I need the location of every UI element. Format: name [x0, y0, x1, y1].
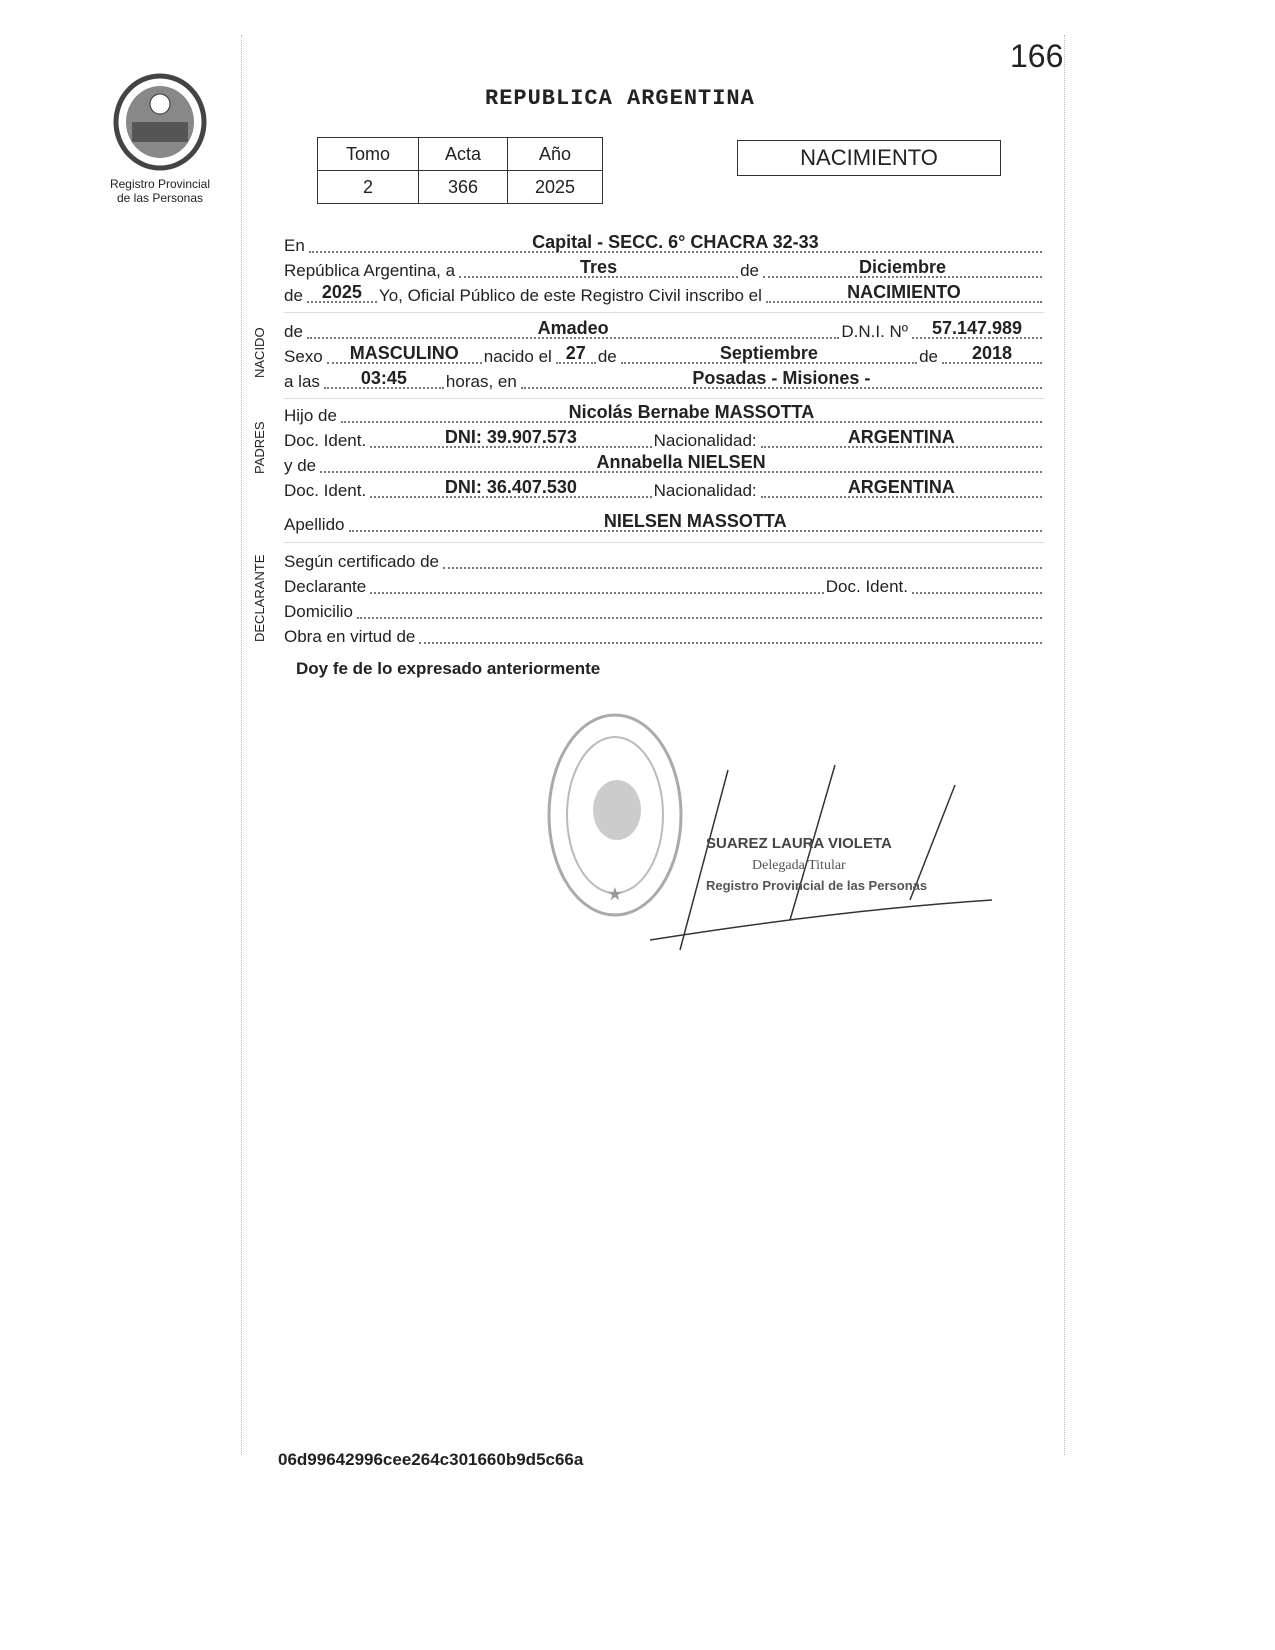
birth-time: 03:45	[360, 368, 407, 388]
birth-day: 27	[565, 343, 586, 363]
father-nationality: ARGENTINA	[847, 427, 955, 447]
mother-name: Annabella NIELSEN	[596, 452, 766, 472]
label: En	[284, 236, 305, 255]
label: Yo, Oficial Público de este Registro Civil inscribo el	[378, 286, 762, 305]
misiones-seal-logo	[110, 72, 210, 172]
child-name: Amadeo	[537, 318, 609, 338]
label: República Argentina, a	[284, 261, 456, 280]
place-registered: Capital - SECC. 6° CHACRA 32-33	[532, 232, 819, 252]
row-date	[284, 259, 1044, 281]
signatory-org: Registro Provincial de las Personas	[706, 878, 928, 893]
document-hash: 06d99642996cee264c301660b9d5c66a	[278, 1450, 584, 1469]
label: Nacionalidad:	[653, 431, 757, 450]
section-nacido: NACIDO	[252, 327, 267, 378]
record-type-box: NACIMIENTO	[737, 140, 1001, 176]
row-en	[284, 234, 1044, 256]
page-number: 166	[1010, 38, 1064, 74]
label: Apellido	[284, 515, 345, 534]
label: a las	[284, 372, 320, 391]
label: Obra en virtud de	[284, 627, 416, 646]
row-certificate	[284, 550, 1044, 572]
row-father	[284, 404, 1044, 426]
record-kind-value: NACIMIENTO	[847, 282, 961, 302]
value-acta: 366	[419, 171, 508, 204]
label: de	[284, 286, 303, 305]
page-title: REPUBLICA ARGENTINA	[485, 86, 755, 111]
row-name	[284, 320, 1044, 342]
label: de	[740, 261, 759, 280]
label: Nacionalidad:	[653, 481, 757, 500]
value-tomo: 2	[318, 171, 419, 204]
header-ano: Año	[508, 138, 603, 171]
birth-month: Septiembre	[719, 343, 818, 363]
closing-statement: Doy fe de lo expresado anteriormente	[296, 659, 601, 678]
row-by-virtue	[284, 625, 1044, 647]
section-declarante: DECLARANTE	[252, 554, 267, 642]
label: horas, en	[445, 372, 517, 391]
label: Doc. Ident.	[825, 577, 908, 596]
father-doc: DNI: 39.907.573	[444, 427, 577, 447]
header-tomo: Tomo	[318, 138, 419, 171]
row-address	[284, 600, 1044, 622]
signatory-role: Delegada Titular	[752, 858, 846, 873]
header-acta: Acta	[419, 138, 508, 171]
label: y de	[284, 456, 317, 475]
label: de	[597, 347, 617, 366]
row-mother-doc	[284, 479, 1044, 501]
birth-place: Posadas - Misiones -	[692, 368, 871, 388]
label: D.N.I. Nº	[841, 322, 908, 341]
row-declarant	[284, 575, 1044, 597]
margin-line	[1064, 35, 1065, 1455]
label: nacido el	[483, 347, 552, 366]
label: de	[919, 347, 938, 366]
month-value: Diciembre	[858, 257, 947, 277]
logo-caption: Registro Provincial de las Personas	[109, 177, 211, 205]
row-father-doc	[284, 429, 1044, 451]
label: Sexo	[284, 347, 323, 366]
label: Declarante	[284, 577, 367, 596]
label: de	[284, 322, 303, 341]
row-mother	[284, 454, 1044, 476]
label: Domicilio	[284, 602, 353, 621]
section-padres: PADRES	[252, 421, 267, 474]
label: Hijo de	[284, 406, 337, 425]
day-value: Tres	[580, 257, 618, 277]
label: Según certificado de	[284, 552, 439, 571]
birth-year: 2018	[971, 343, 1013, 363]
father-name: Nicolás Bernabe MASSOTTA	[568, 402, 815, 422]
label: Doc. Ident.	[284, 431, 367, 450]
value-ano: 2025	[508, 171, 603, 204]
sex-value: MASCULINO	[349, 343, 459, 363]
label: Doc. Ident.	[284, 481, 367, 500]
row-time	[284, 370, 1044, 392]
signatory-name: SUAREZ LAURA VIOLETA	[706, 835, 892, 852]
year-value: 2025	[321, 282, 362, 302]
mother-nationality: ARGENTINA	[847, 477, 955, 497]
row-year	[284, 284, 1044, 306]
mother-doc: DNI: 36.407.530	[444, 477, 577, 497]
surname-value: NIELSEN MASSOTTA	[603, 511, 787, 531]
margin-line	[241, 35, 242, 1455]
record-table	[317, 137, 603, 204]
child-dni: 57.147.989	[931, 318, 1023, 338]
row-sex	[284, 345, 1044, 367]
svg-text:★: ★	[606, 884, 624, 904]
row-surname	[284, 513, 1044, 535]
